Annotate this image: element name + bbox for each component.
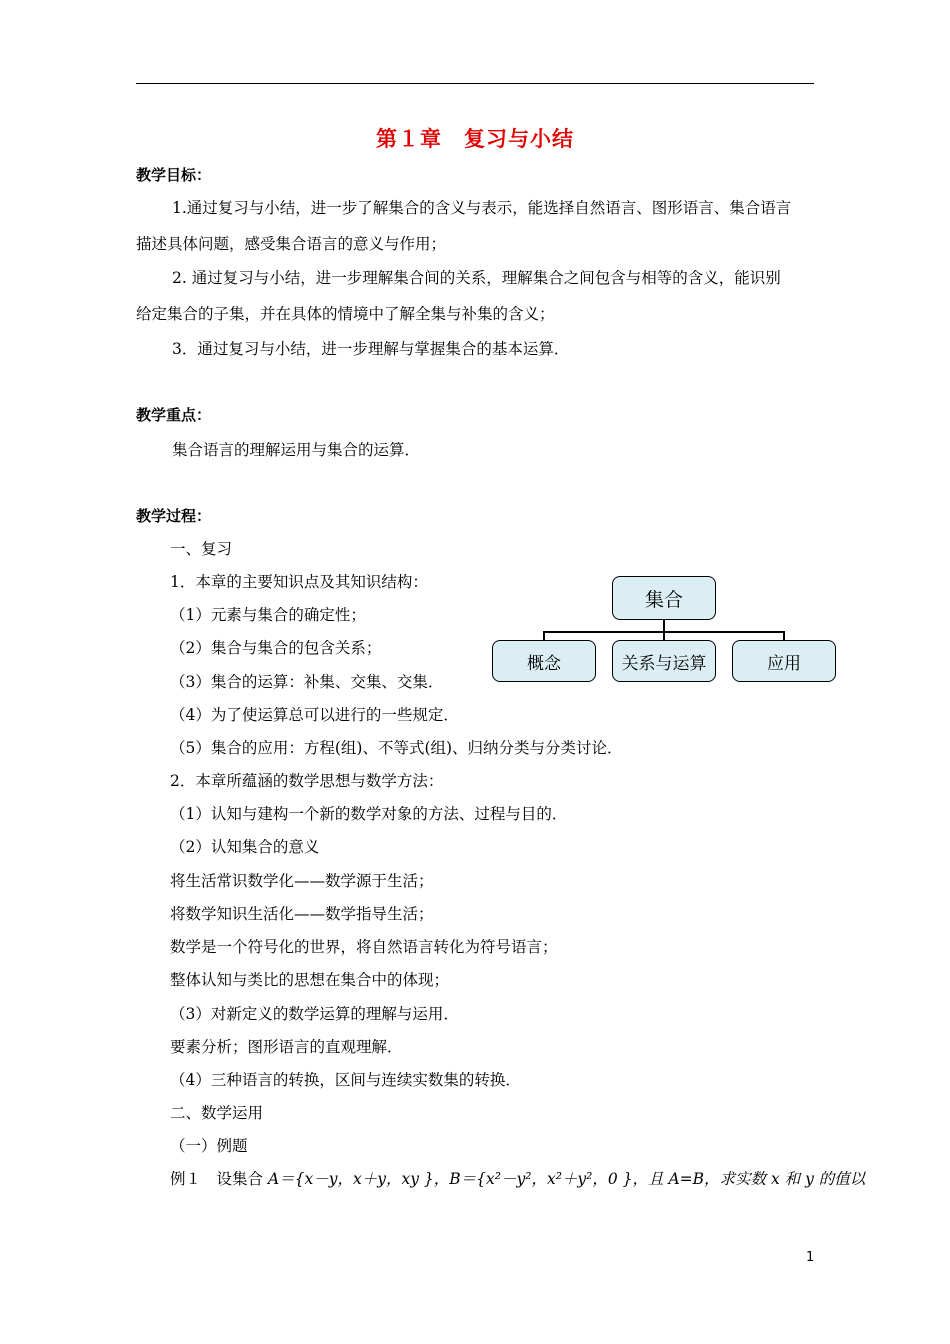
process-line: 数学是一个符号化的世界，将自然语言转化为符号语言； xyxy=(170,938,558,956)
key-text: 集合语言的理解运用与集合的运算． xyxy=(172,441,421,459)
key-heading: 教学重点： xyxy=(136,406,212,424)
process-line: （1）元素与集合的确定性； xyxy=(170,606,366,624)
goal-1-line-2: 描述具体问题，感受集合语言的意义与作用； xyxy=(136,235,447,253)
process-line: 一、复习 xyxy=(170,540,233,558)
process-line: （1）认知与建构一个新的数学对象的方法、过程与目的． xyxy=(170,805,568,823)
example-1-text: A＝{x－y，x＋y，xy }，B＝{x²－y²，x²＋y²，0 }，且 A=B，求实数 x 和 y 的值以 xyxy=(267,1170,866,1188)
diagram-node-relations: 关系与运算 xyxy=(612,640,716,682)
process-line: （2）集合与集合的包含关系； xyxy=(170,639,382,657)
process-line: （2）认知集合的意义 xyxy=(170,838,320,856)
process-line: 2．本章所蕴涵的数学思想与数学方法： xyxy=(170,772,444,790)
process-line: （5）集合的应用：方程(组)、不等式(组)、归纳分类与分类讨论． xyxy=(170,739,623,757)
process-line: 整体认知与类比的思想在集合中的体现； xyxy=(170,971,450,989)
process-line: （3）集合的运算：补集、交集、交集． xyxy=(170,673,444,691)
example-1 xyxy=(170,1169,865,1189)
process-line: 将数学知识生活化——数学指导生活； xyxy=(170,905,434,923)
process-line: （3）对新定义的数学运算的理解与运用． xyxy=(170,1005,459,1023)
process-line: 1．本章的主要知识点及其知识结构： xyxy=(170,573,428,591)
goal-1-line-1: 1.通过复习与小结，进一步了解集合的含义与表示，能选择自然语言、图形语言、集合语言 xyxy=(172,199,792,217)
diagram-node-applications: 应用 xyxy=(732,640,836,682)
page-number: 1 xyxy=(806,1250,815,1265)
diagram-node-concept: 概念 xyxy=(492,640,596,682)
process-line: 将生活常识数学化——数学源于生活； xyxy=(170,872,434,890)
process-line: （4）为了使运算总可以进行的一些规定． xyxy=(170,706,459,724)
diagram-root-node: 集合 xyxy=(612,576,716,620)
process-line: （4）三种语言的转换，区间与连续实数集的转换． xyxy=(170,1071,521,1089)
process-heading: 教学过程： xyxy=(136,507,212,525)
goal-3: 3．通过复习与小结，进一步理解与掌握集合的基本运算． xyxy=(172,340,570,358)
process-line: 要素分析；图形语言的直观理解． xyxy=(170,1038,403,1056)
goals-heading: 教学目标： xyxy=(136,166,212,184)
page-title: 第１章 复习与小结 xyxy=(376,126,574,151)
goal-2-line-2: 给定集合的子集，并在具体的情境中了解全集与补集的含义； xyxy=(136,305,555,323)
goal-2-line-1: 2. 通过复习与小结，进一步理解集合间的关系，理解集合之间包含与相等的含义，能识别 xyxy=(172,269,781,287)
process-line: （一）例题 xyxy=(170,1137,248,1155)
process-line: 二、数学运用 xyxy=(170,1104,264,1122)
header-rule xyxy=(136,83,814,84)
example-1-label: 例１ 设集合 xyxy=(170,1170,264,1188)
